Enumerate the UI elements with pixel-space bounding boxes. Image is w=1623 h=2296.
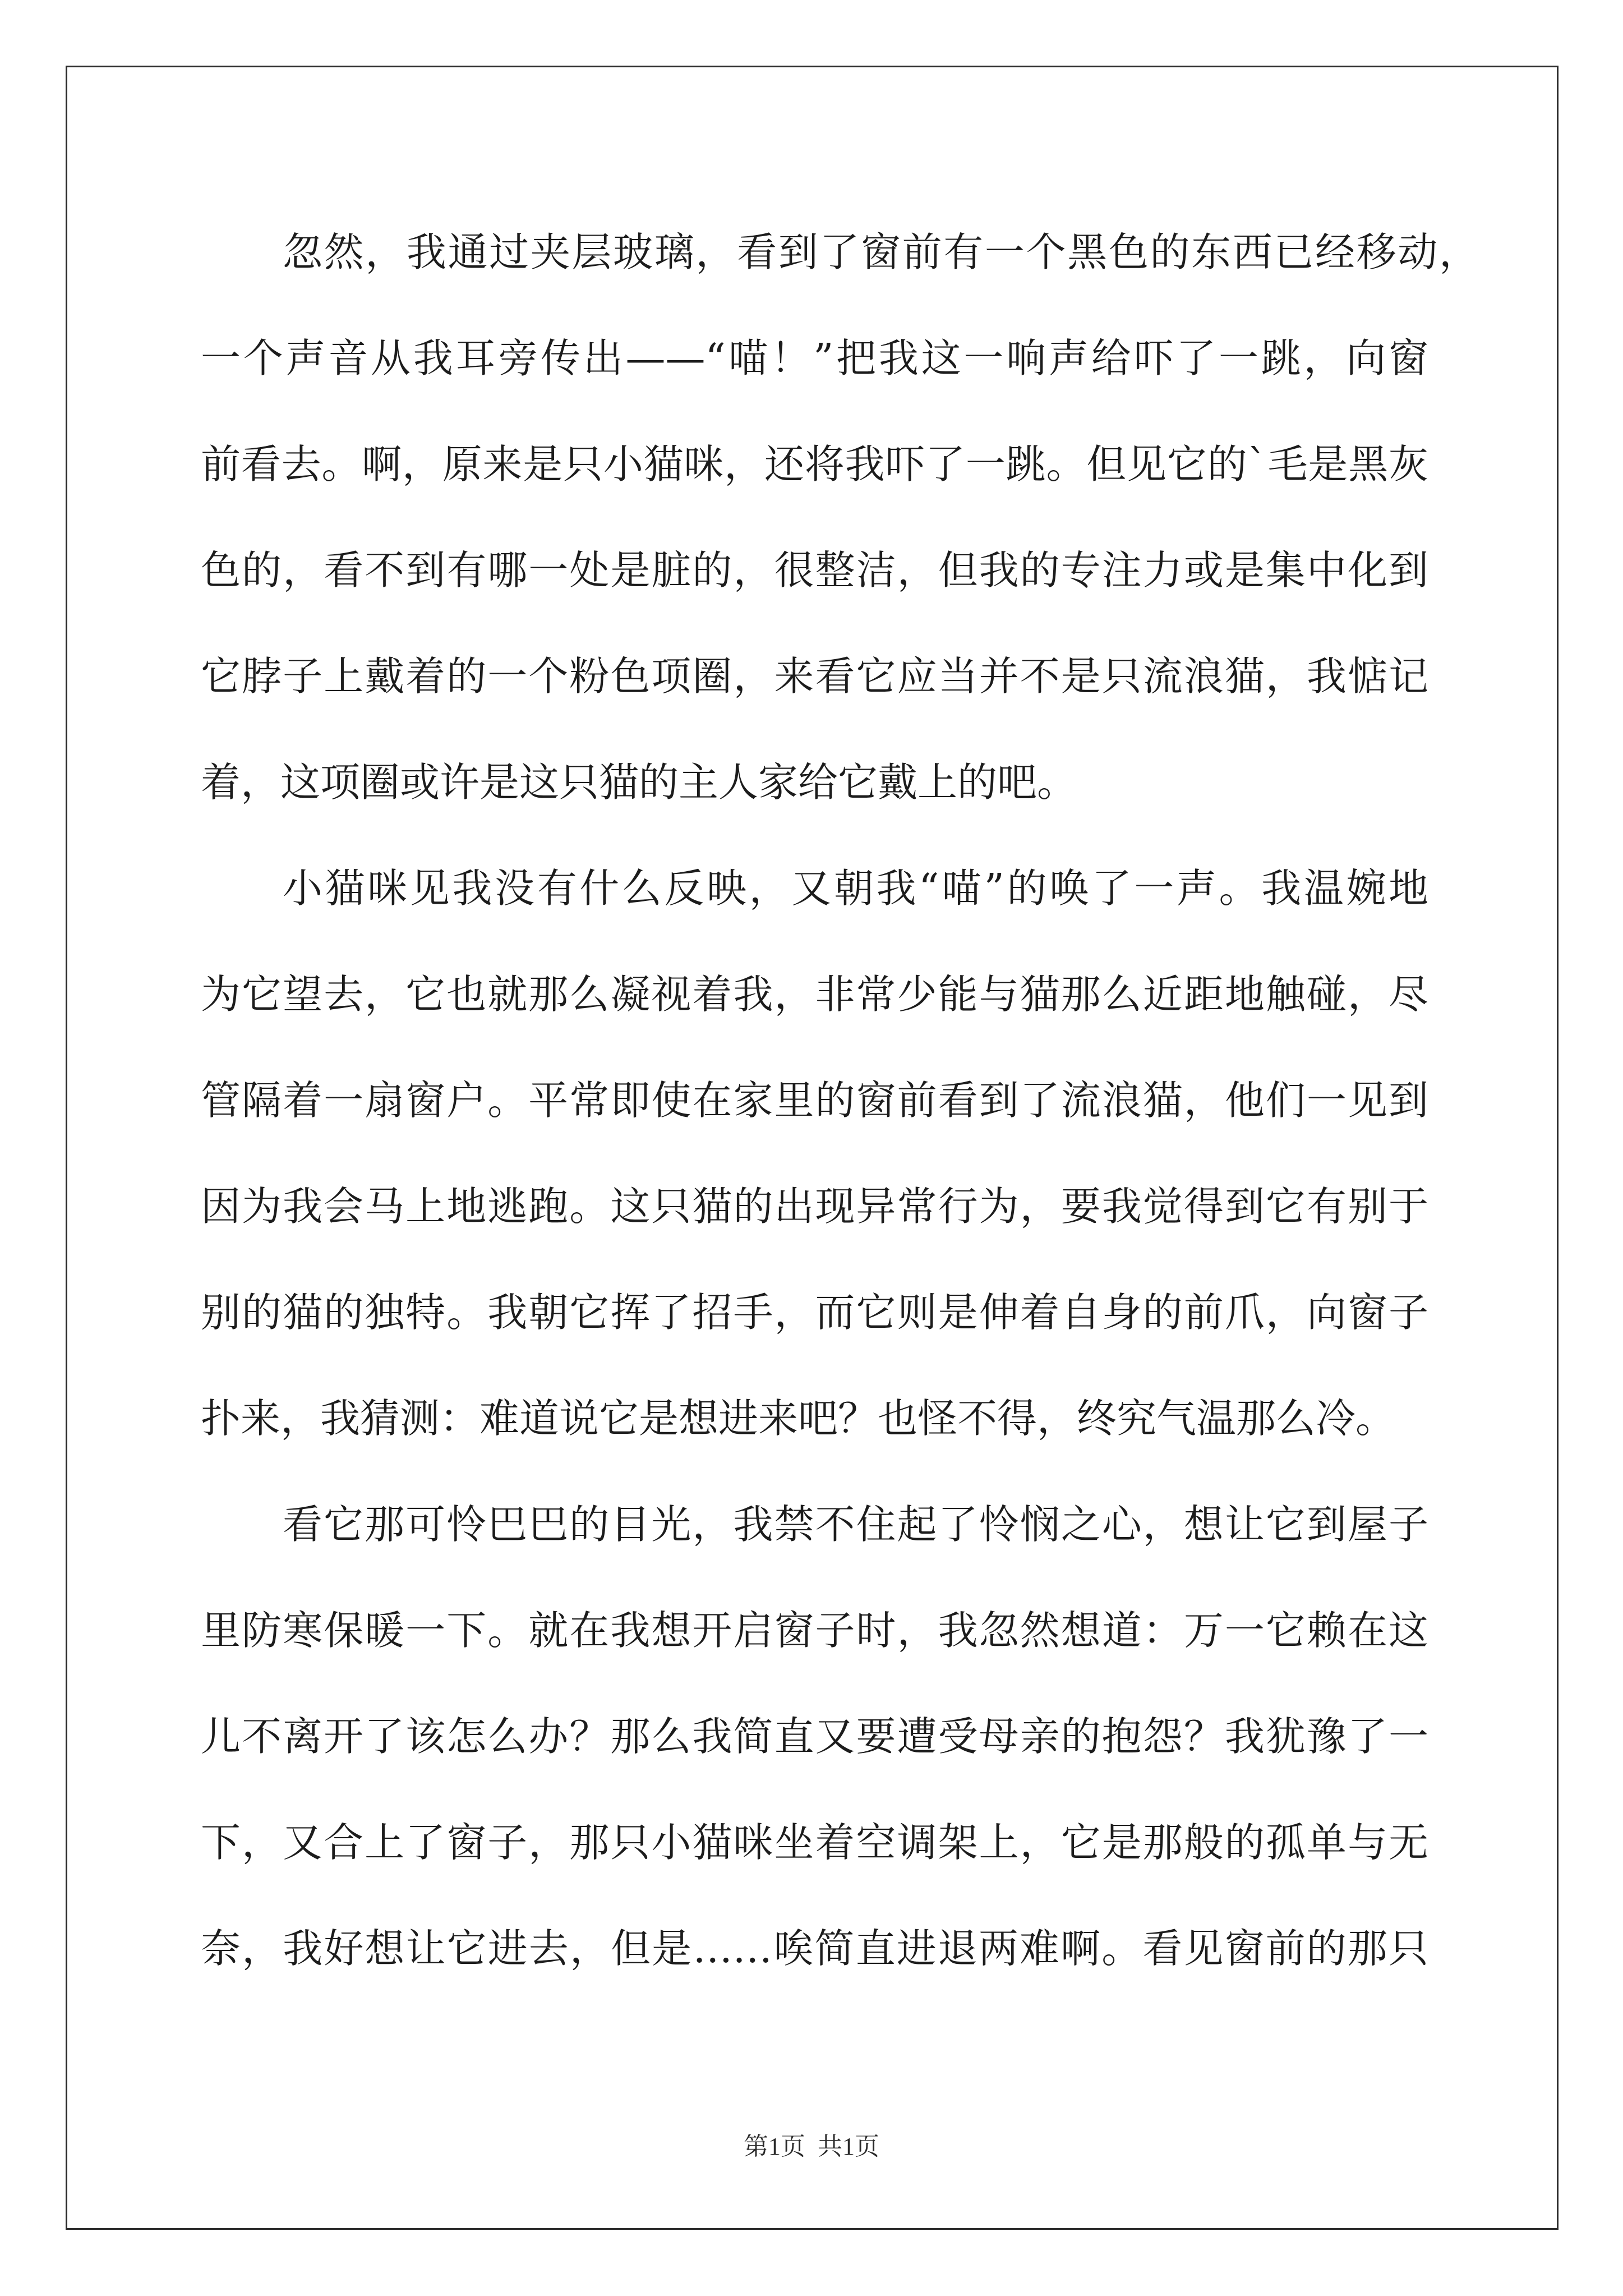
text-line: 别的猫的独特。我朝它挥了招手，而它则是伸着自身的前爪，向窗子: [201, 1289, 1428, 1336]
text-line: 管隔着一扇窗户。平常即使在家里的窗前看到了流浪猫，他们一见到: [201, 1077, 1428, 1124]
text-line: 扑来，我猜测：难道说它是想进来吧？也怪不得，终究气温那么冷。: [201, 1395, 1396, 1442]
page-footer: 第1页 共1页: [744, 2133, 879, 2160]
text-line: 着，这项圈或许是这只猫的主人家给它戴上的吧。: [201, 759, 1077, 806]
document-body: [201, 199, 1479, 2001]
text-line: 色的，看不到有哪一处是脏的，很整洁，但我的专注力或是集中化到: [201, 547, 1428, 593]
text-line: 奈，我好想让它进去，但是……唉简直进退两难啊。看见窗前的那只: [201, 1925, 1428, 1972]
paragraph: [201, 835, 1428, 1471]
text-line: 因为我会马上地逃跑。这只猫的出现异常行为，要我觉得到它有别于: [201, 1183, 1428, 1230]
text-line: 下，又合上了窗子，那只小猫咪坐着空调架上，它是那般的孤单与无: [201, 1819, 1428, 1866]
paragraph: [201, 1471, 1428, 2001]
text-line: 看它那可怜巴巴的目光，我禁不住起了怜悯之心，想让它到屋子: [283, 1501, 1428, 1548]
text-line: 前看去。啊，原来是只小猫咪，还将我吓了一跳。但见它的`毛是黑灰: [201, 441, 1428, 487]
text-line: 它脖子上戴着的一个粉色项圈，来看它应当并不是只流浪猫，我惦记: [201, 653, 1428, 700]
text-line: 里防寒保暖一下。就在我想开启窗子时，我忽然想道：万一它赖在这: [201, 1607, 1428, 1654]
text-line: 忽然，我通过夹层玻璃，看到了窗前有一个黑色的东西已经移动，: [283, 229, 1479, 275]
text-line: 小猫咪见我没有什么反映，又朝我“喵”的唤了一声。我温婉地: [283, 865, 1428, 912]
text-line: 为它望去，它也就那么凝视着我，非常少能与猫那么近距地触碰，尽: [201, 971, 1428, 1018]
paragraph: [201, 199, 1479, 835]
text-line: 儿不离开了该怎么办？那么我简直又要遭受母亲的抱怨？我犹豫了一: [201, 1713, 1428, 1760]
text-line: 一个声音从我耳旁传出——“喵！”把我这一响声给吓了一跳，向窗: [201, 335, 1428, 381]
